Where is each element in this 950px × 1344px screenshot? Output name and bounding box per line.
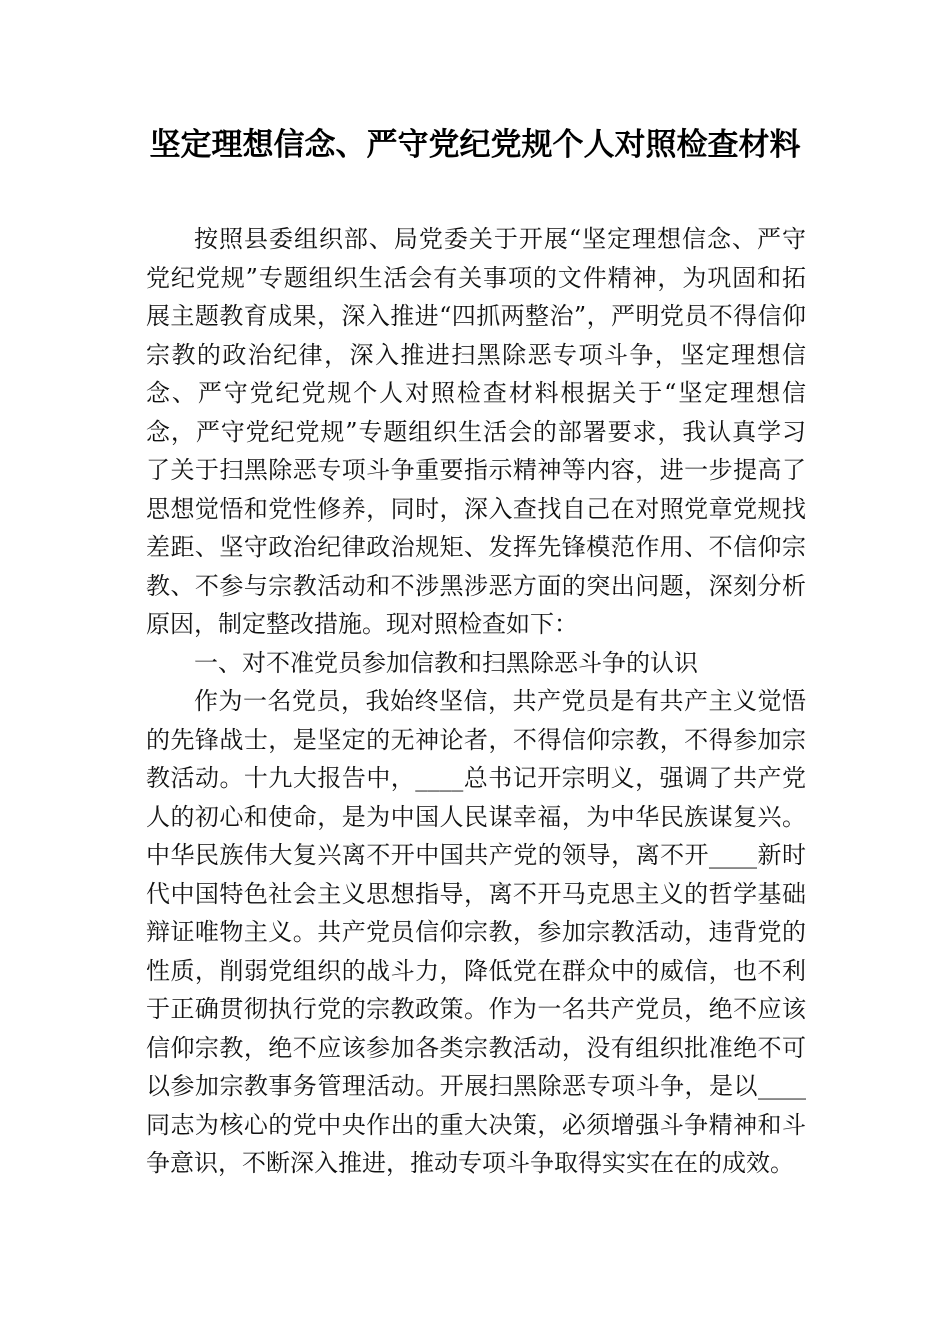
document-body (146, 220, 806, 1183)
document-title: 坚定理想信念、严守党纪党规个人对照检查材料 (149, 127, 801, 163)
section-heading-1: 一、对不准党员参加信教和扫黑除恶斗争的认识 (194, 648, 698, 677)
section-1-paragraph: 作为一名党员，我始终坚信，共产党员是有共产主义觉悟的先锋战士，是坚定的无神论者，不得信仰宗教，不得参加宗教活动。十九大报告中，____总书记开宗明义，强调了共产党人的初心和使命，是为中国人民谋幸福，为中华民族谋复兴。中华民族伟大复兴离不开中国共产党的领导，离不开____新时代中国特色社会主义思想指导，离不开马克思主义的哲学基础辩证唯物主义。共产党员信仰宗教，参加宗教活动，违背党的性质，削弱党组织的战斗力，降低党在群众中的威信，也不利于正确贯彻执行党的宗教政策。作为一名共产党员，绝不应该信仰宗教，绝不应该参加各类宗教活动，没有组织批准绝不可以参加宗教事务管理活动。开展扫黑除恶专项斗争，是以____同志为核心的党中央作出的重大决策，必须增强斗争精神和斗争意识，不断深入推进，推动专项斗争取得实实在在的成效。 (146, 687, 806, 1177)
intro-paragraph: 按照县委组织部、局党委关于开展“坚定理想信念、严守党纪党规”专题组织生活会有关事项的文件精神，为巩固和拓展主题教育成果，深入推进“四抓两整治”，严明党员不得信仰宗教的政治纪律，深入推进扫黑除恶专项斗争，坚定理想信念、严守党纪党规个人对照检查材料根据关于“坚定理想信念，严守党纪党规”专题组织生活会的部署要求，我认真学习了关于扫黑除恶专项斗争重要指示精神等内容，进一步提高了思想觉悟和党性修养，同时，深入查找自己在对照党章党规找差距、坚守政治纪律政治规矩、发挥先锋模范作用、不信仰宗教、不参与宗教活动和不涉黑涉恶方面的突出问题，深刻分析原因，制定整改措施。现对照检查如下： (146, 225, 806, 638)
